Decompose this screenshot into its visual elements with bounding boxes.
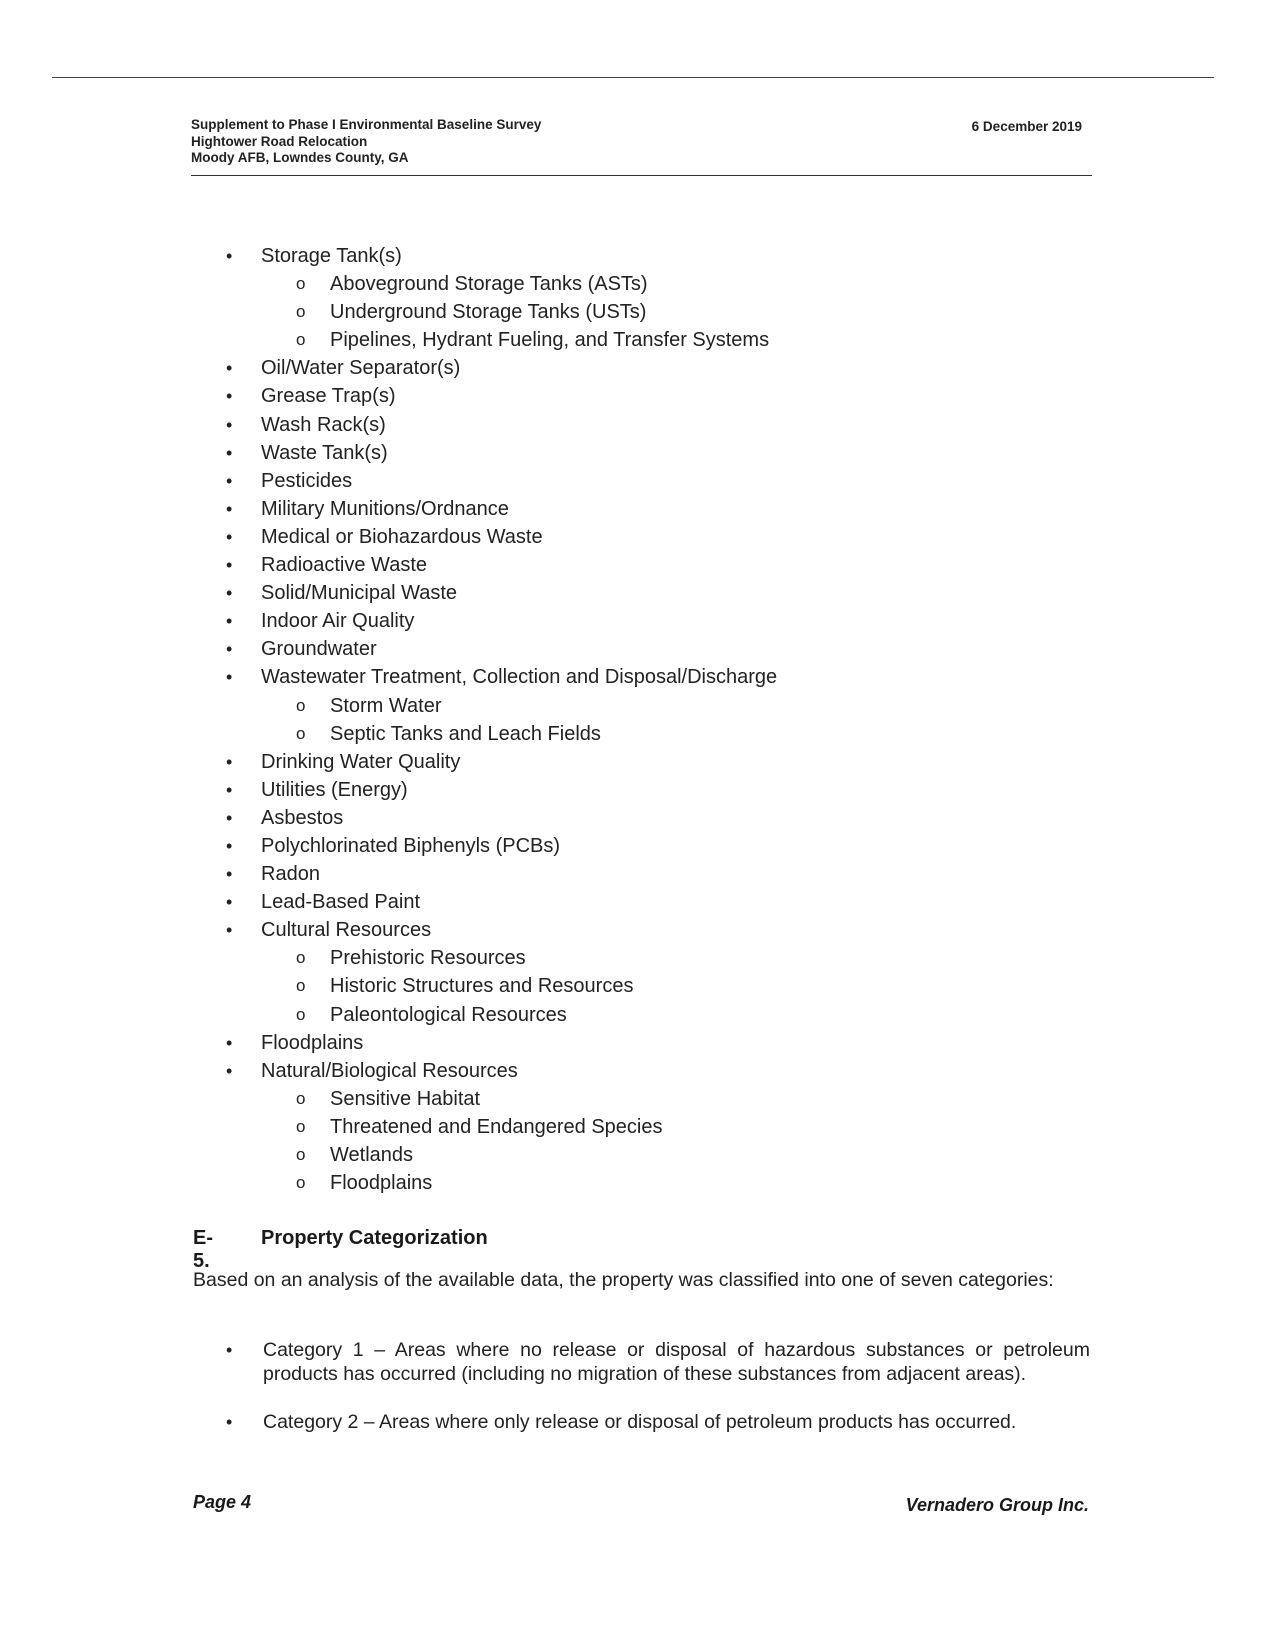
sub-bullet-icon: o bbox=[296, 1004, 306, 1024]
bullet-icon: • bbox=[226, 892, 233, 913]
list-item bbox=[0, 635, 1275, 663]
sub-bullet-icon: o bbox=[296, 1173, 306, 1193]
list-item-text: Lead-Based Paint bbox=[261, 891, 421, 914]
sub-list-item bbox=[0, 972, 1275, 1000]
page-header bbox=[191, 117, 1092, 167]
list-item bbox=[0, 1029, 1275, 1057]
list-item-text: Radon bbox=[261, 863, 320, 886]
bullet-icon: • bbox=[226, 639, 233, 660]
list-item bbox=[0, 495, 1275, 523]
resource-list bbox=[0, 242, 1275, 1197]
list-item bbox=[0, 551, 1275, 579]
bullet-icon: • bbox=[226, 442, 233, 463]
list-item-text: Cultural Resources bbox=[261, 919, 432, 942]
sub-bullet-icon: o bbox=[296, 695, 306, 715]
bullet-icon: • bbox=[226, 555, 233, 576]
list-item bbox=[0, 1057, 1275, 1085]
sub-list-item bbox=[0, 298, 1275, 326]
list-item-text: Paleontological Resources bbox=[330, 1003, 567, 1026]
footer-company: Vernadero Group Inc. bbox=[905, 1495, 1089, 1515]
category-text: Category 2 – Areas where only release or disposal of petroleum products has occurred. bbox=[263, 1411, 1017, 1433]
sub-bullet-icon: o bbox=[296, 976, 306, 996]
header-date: 6 December 2019 bbox=[971, 119, 1082, 134]
sub-list-item bbox=[0, 1113, 1275, 1141]
top-rule bbox=[52, 77, 1214, 78]
sub-list-item bbox=[0, 326, 1275, 354]
bullet-icon: • bbox=[226, 920, 233, 941]
list-item bbox=[0, 382, 1275, 410]
list-item-text: Pesticides bbox=[261, 469, 353, 492]
list-item bbox=[0, 523, 1275, 551]
sub-bullet-icon: o bbox=[296, 1116, 306, 1136]
sub-list-item bbox=[0, 692, 1275, 720]
sub-list-item bbox=[0, 720, 1275, 748]
list-item-text: Drinking Water Quality bbox=[261, 750, 461, 773]
footer-page-number: Page 4 bbox=[193, 1492, 252, 1512]
list-item-text: Waste Tank(s) bbox=[261, 441, 388, 464]
list-item-text: Aboveground Storage Tanks (ASTs) bbox=[330, 273, 648, 296]
list-item-text: Indoor Air Quality bbox=[261, 610, 415, 633]
sub-bullet-icon: o bbox=[296, 1088, 306, 1108]
header-line-2: Hightower Road Relocation bbox=[191, 133, 368, 149]
bullet-icon: • bbox=[226, 526, 233, 547]
list-item-text: Medical or Biohazardous Waste bbox=[261, 525, 543, 548]
sub-list-item bbox=[0, 944, 1275, 972]
sub-list-item bbox=[0, 1141, 1275, 1169]
bullet-icon: • bbox=[226, 1060, 233, 1081]
section-intro: Based on an analysis of the available data, the property was classified into one of seven categories: bbox=[193, 1269, 1054, 1291]
bullet-icon: • bbox=[226, 1412, 233, 1432]
list-item bbox=[0, 242, 1275, 270]
bullet-icon: • bbox=[226, 358, 233, 379]
list-item-text: Asbestos bbox=[261, 806, 344, 829]
list-item-text: Historic Structures and Resources bbox=[330, 975, 634, 998]
category-text: Category 1 – Areas where no release or disposal of hazardous substances or petroleum products has occurred (including no migration of these substances from adjacent areas). bbox=[263, 1339, 1090, 1385]
list-item bbox=[0, 411, 1275, 439]
list-item-text: Storm Water bbox=[330, 694, 442, 717]
list-item-text: Groundwater bbox=[261, 638, 377, 661]
bullet-icon: • bbox=[226, 835, 233, 856]
bullet-icon: • bbox=[226, 583, 233, 604]
sub-list-item bbox=[0, 270, 1275, 298]
sub-bullet-icon: o bbox=[296, 948, 306, 968]
section-title: Property Categorization bbox=[261, 1227, 488, 1249]
list-item bbox=[0, 804, 1275, 832]
list-item bbox=[0, 579, 1275, 607]
bullet-icon: • bbox=[226, 246, 233, 266]
list-item bbox=[0, 354, 1275, 382]
list-item-text: Wetlands bbox=[330, 1144, 414, 1166]
bullet-icon: • bbox=[226, 498, 233, 519]
list-item bbox=[0, 776, 1275, 804]
list-item bbox=[0, 607, 1275, 635]
list-item-text: Wastewater Treatment, Collection and Disposal/Discharge bbox=[261, 666, 778, 689]
list-item-text: Septic Tanks and Leach Fields bbox=[330, 722, 601, 745]
list-item-text: Military Munitions/Ordnance bbox=[261, 497, 509, 520]
list-item bbox=[0, 888, 1275, 916]
list-item-text: Polychlorinated Biphenyls (PCBs) bbox=[261, 834, 561, 857]
sub-bullet-icon: o bbox=[296, 274, 306, 294]
header-line-3: Moody AFB, Lowndes County, GA bbox=[191, 150, 409, 165]
bullet-icon: • bbox=[226, 779, 233, 800]
sub-bullet-icon: o bbox=[296, 1145, 306, 1164]
bullet-icon: • bbox=[226, 864, 233, 885]
list-item bbox=[0, 860, 1275, 888]
list-item bbox=[0, 832, 1275, 860]
header-rule bbox=[191, 175, 1092, 176]
sub-list-item bbox=[0, 1169, 1275, 1197]
list-item-text: Floodplains bbox=[261, 1031, 364, 1054]
bullet-icon: • bbox=[226, 1032, 233, 1053]
list-item-text: Underground Storage Tanks (USTs) bbox=[330, 301, 647, 324]
sub-bullet-icon: o bbox=[296, 330, 306, 350]
list-item bbox=[0, 439, 1275, 467]
list-item bbox=[0, 916, 1275, 944]
list-item bbox=[0, 467, 1275, 495]
list-item-text: Oil/Water Separator(s) bbox=[261, 357, 461, 380]
list-item-text: Radioactive Waste bbox=[261, 554, 427, 577]
sub-bullet-icon: o bbox=[296, 723, 306, 743]
section-number: E-5. bbox=[193, 1227, 213, 1272]
list-item-text: Storage Tank(s) bbox=[261, 245, 402, 267]
list-item bbox=[0, 663, 1275, 691]
bullet-icon: • bbox=[226, 470, 233, 491]
list-item-text: Solid/Municipal Waste bbox=[261, 582, 458, 605]
bullet-icon: • bbox=[226, 1340, 233, 1360]
bullet-icon: • bbox=[226, 807, 233, 828]
bullet-icon: • bbox=[226, 667, 233, 688]
bullet-icon: • bbox=[226, 414, 233, 435]
list-item-text: Utilities (Energy) bbox=[261, 778, 408, 801]
list-item bbox=[0, 748, 1275, 776]
sub-list-item bbox=[0, 1085, 1275, 1113]
list-item-text: Prehistoric Resources bbox=[330, 947, 526, 970]
bullet-icon: • bbox=[226, 386, 233, 407]
header-title-block bbox=[191, 117, 1092, 167]
sub-bullet-icon: o bbox=[296, 302, 306, 322]
sub-list-item bbox=[0, 1001, 1275, 1029]
list-item-text: Pipelines, Hydrant Fueling, and Transfer Systems bbox=[330, 329, 770, 352]
header-line-1: Supplement to Phase I Environmental Baseline Survey bbox=[191, 117, 542, 132]
bullet-icon: • bbox=[226, 611, 233, 632]
list-item-text: Floodplains bbox=[330, 1172, 433, 1195]
list-item-text: Grease Trap(s) bbox=[261, 385, 396, 408]
bullet-icon: • bbox=[226, 751, 233, 772]
list-item-text: Natural/Biological Resources bbox=[261, 1059, 518, 1082]
list-item-text: Threatened and Endangered Species bbox=[330, 1115, 663, 1138]
list-item-text: Wash Rack(s) bbox=[261, 413, 386, 436]
list-item-text: Sensitive Habitat bbox=[330, 1087, 481, 1110]
